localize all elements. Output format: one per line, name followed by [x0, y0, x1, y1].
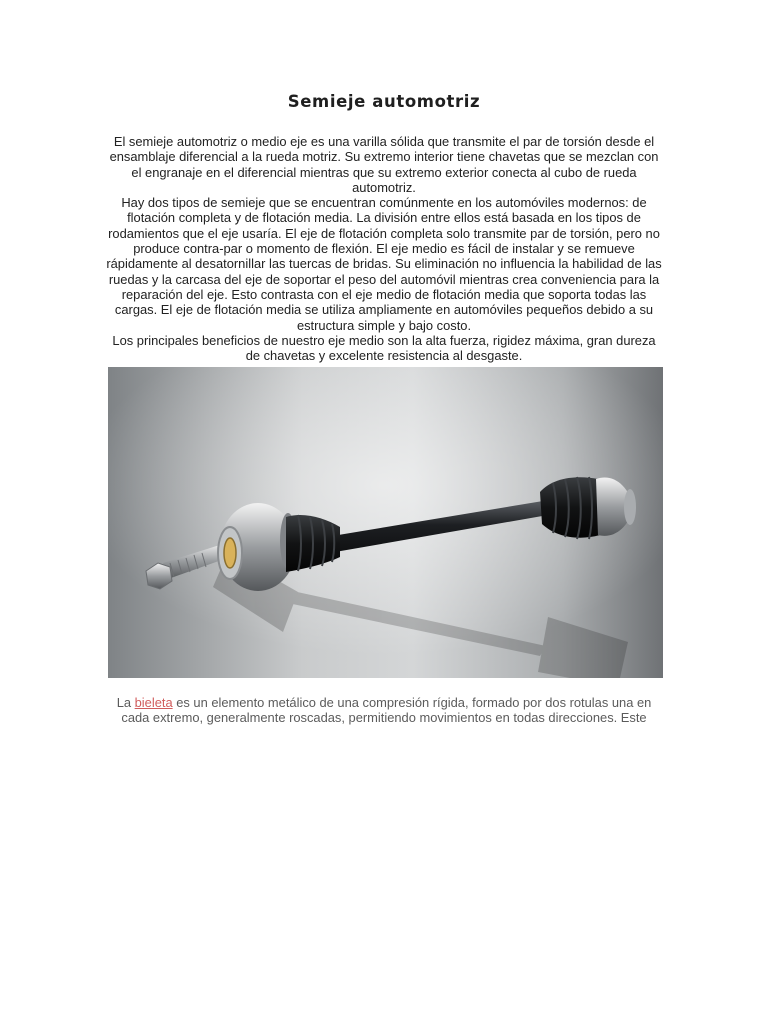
caption-text	[104, 695, 664, 726]
body-text	[104, 134, 664, 363]
drive-shaft-photo	[108, 367, 663, 678]
page-title: Semieje automotriz	[287, 92, 481, 111]
caption-body: es un elemento metálico de una compresión rígida, formado por dos rotulas una en cada extremo, generalmente roscadas, permitiendo movimientos en todas direcciones. Este	[121, 695, 652, 726]
bieleta-link[interactable]: bieleta	[134, 695, 173, 710]
paragraph-definition: El semieje automotriz o medio eje es una varilla sólida que transmite el par de torsión desde el ensamblaje diferencial a la rueda motriz. Su extremo interior tiene chavetas que se mezclan con el engranaje en el diferencial mientras que su extremo exterior conecta al cubo de rueda automotriz.	[109, 134, 659, 195]
caption-intro: La	[116, 695, 135, 710]
paragraph-benefits: Los principales beneficios de nuestro eje medio son la alta fuerza, rigidez máxima, gran dureza de chavetas y excelente resistencia al desgaste.	[112, 332, 656, 364]
paragraph-types: Hay dos tipos de semieje que se encuentran comúnmente en los automóviles modernos: de flotación completa y de flotación media. La división entre ellos está basada en los tipos de rodamientos que el eje usaría. El eje de flotación completa solo transmite par de torsión, pero no produce contra-par o momento de flexión. El eje medio es fácil de instalar y se remueve rápidamente al desatornillar las tuercas de bridas. Su eliminación no influencia la habilidad de las ruedas y la carcasa del eje de soportar el peso del automóvil mientras crea conveniencia para la reparación del eje. Esto contrasta con el eje medio de flotación media que soporta todas las cargas. El eje de flotación media se utiliza ampliamente en automóviles pequeños debido a su estructura simple y bajo costo.	[106, 195, 662, 333]
